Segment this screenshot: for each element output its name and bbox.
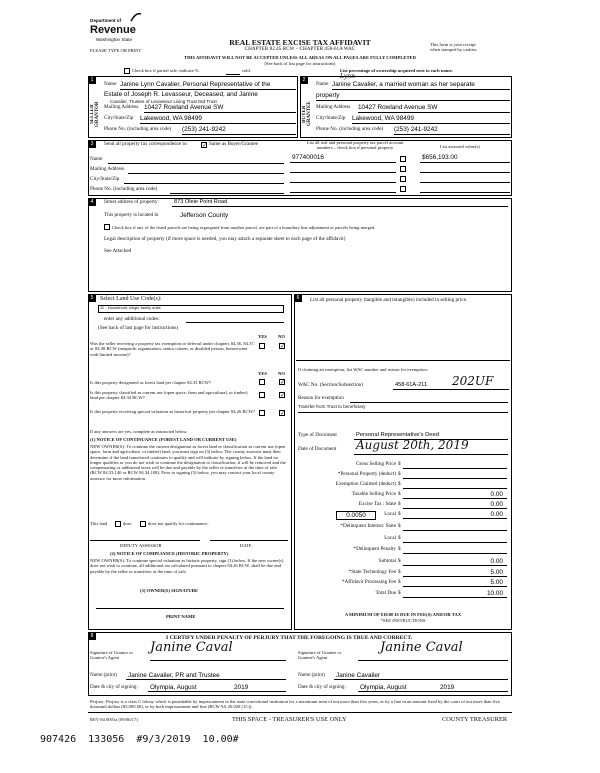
q2-no-checkbox[interactable]: ✓ (280, 379, 286, 386)
this-land-label: This land (90, 521, 108, 526)
tax-row-value[interactable]: 10.00 (487, 590, 503, 597)
seller-name-value[interactable]: Janine Lynn Cavalier, Personal Representative of the (120, 81, 271, 88)
tax-row-value[interactable]: 0.00 (490, 501, 503, 508)
buyer-name-handwritten: Lynn (340, 73, 355, 80)
dollar-sign: $ (398, 481, 401, 487)
segregated-label: Check box if any of the listed parcels are being segregated from another parcel, are part of a boundary line adjustment or parcels being merged. (112, 225, 376, 230)
county-label: This property is located in (104, 212, 159, 218)
seller-name-label: Name (104, 81, 117, 87)
parcels-head (290, 140, 420, 151)
seller-phone-value[interactable]: (253) 241-9242 (182, 126, 226, 133)
revenue-logo-swoosh (130, 12, 142, 22)
seller-name-value-3[interactable]: Cavalier, Trustee of Levasseur Living Trust Dtd Trust (110, 99, 217, 104)
same-as-buyer-label: Same as Buyer/Grantee (209, 141, 258, 147)
buyer-phone-label: Phone No. (including area code) (316, 126, 384, 132)
reason-label: Reason for exemption (298, 395, 344, 401)
tax-row-label: Taxable Selling Price (351, 491, 396, 497)
grantee-date-year[interactable]: 2019 (440, 684, 455, 691)
tax-corr-label: Send all property tax correspondence to: (104, 141, 188, 147)
grantee-name-value[interactable]: Janine Cavalier (336, 672, 381, 679)
no-header-1: NO (278, 334, 285, 339)
legal-description-label: Legal description of property (if more space is needed, you may attach a separate sheet to each page of the affidavit) (104, 236, 346, 242)
tax-corr-mailing-label: Mailing Address (90, 166, 125, 172)
tax-row-label: *Affidavit Processing Fee (341, 579, 396, 585)
dollar-sign: $ (398, 546, 401, 552)
dollar-sign: $ (398, 590, 401, 596)
tax-corr-city-label: City/State/Zip (90, 176, 120, 182)
parcel-account-number[interactable]: 977400016 (292, 154, 324, 161)
q2-yes-checkbox[interactable] (259, 379, 265, 385)
q4-no-checkbox[interactable]: ✓ (280, 410, 286, 417)
q1-label: Was the seller receiving a property tax exemption or deferral under chapters 84.36, 84.37, or 84.38 RCW (nonprofit organization, senior citizen, or disabled person, homeowner with limited income)? (90, 341, 255, 357)
tax-row-label: Local (384, 511, 396, 517)
tax-row-label: Total Due (375, 590, 396, 596)
does-label: does (123, 521, 132, 526)
notice2-title: (2) NOTICE OF COMPLIANCE (HISTORIC PROPERTY) (110, 551, 229, 556)
exemption-claim-label: If claiming an exemption, list WAC number and reason for exemption: (298, 367, 428, 372)
same-as-buyer-checkbox[interactable]: ✓ (202, 142, 208, 149)
parcel-assessed-value[interactable]: $656,193.00 (422, 154, 458, 161)
buyer-name-label: Name (316, 81, 329, 87)
receipt-note-2: when stamped by cashier. (430, 47, 478, 53)
land-use-code-value: 11 - Household, single family units (100, 305, 161, 310)
form-warning: THIS AFFIDAVIT WILL NOT BE ACCEPTED UNLESS ALL AREAS ON ALL PAGES ARE FULLY COMPLETED (184, 55, 416, 60)
seller-phone-label: Phone No. (including area code) (104, 126, 172, 132)
q4-label: Is this property receiving special valuation as historical property per chapter 84.26 RCW? (90, 409, 255, 414)
footer-rule (88, 712, 512, 713)
grantee-signature-label: Signature of Grantee or Grantee's Agent (298, 650, 342, 661)
land-use-label: Select Land Use Code(s): (100, 296, 162, 302)
section-1-badge: 1 (88, 76, 96, 84)
buyer-phone-value[interactable]: (253) 241-9242 (394, 126, 438, 133)
no-header-2: NO (278, 371, 285, 376)
local-rate-value: 0.0050 (346, 512, 366, 519)
see-instructions-note: *SEE INSTRUCTIONS (380, 618, 426, 623)
q3-yes-checkbox[interactable] (259, 392, 265, 398)
dollar-sign: $ (398, 569, 401, 575)
dollar-sign: $ (398, 523, 401, 529)
tax-row-label: Exemption Claimed (deduct) (335, 481, 396, 487)
section-4-badge: 4 (88, 198, 96, 206)
dollar-sign: $ (398, 511, 401, 517)
yes-header-1: YES (258, 334, 267, 339)
partial-sale-label: Check box if partial sale, indicate % (132, 68, 199, 73)
street-value[interactable]: 873 Oleie Point Road (174, 199, 228, 205)
section-8-badge: 8 (88, 632, 96, 640)
county-treasurer-label: COUNTY TREASURER (442, 716, 508, 723)
logo-line3: Washington State (96, 37, 133, 42)
personal-property-checkbox-1[interactable] (400, 156, 406, 162)
buyer-city-value[interactable]: Lakewood, WA 98499 (352, 115, 414, 122)
see-back: (See back of last page for instructions) (264, 61, 336, 66)
county-value[interactable]: Jefferson County (180, 212, 229, 219)
tax-corr-name-label: Name (90, 156, 103, 162)
does-not-checkbox[interactable] (140, 521, 146, 527)
perjury-notice: Perjury: Perjury is a class C felony which is punishable by imprisonment in the state correctional institution for a maximum term of not more than five years, or by a fine in an amount fixed by the court of not more than five thousand dollars ($5,000.00), or by both imprisonment and fine (RCW 9A.20.020 (1C)). (90, 699, 500, 710)
buyer-name-value[interactable]: Janine Cavalier, a married woman as her separate (332, 81, 475, 88)
seller-vertical-label: SELLER GRANTOR (90, 101, 100, 127)
notice1-body: NEW OWNER(S): To continue the current designation as forest land or classification as current use (open space, farm and agriculture, or timber) land, you must sign on (3) below. The county assessor must then determine if the land transferred continues to qualify and will indicate by signing below. If the land no longer qualifies or you do not wish to continue the designation or classification, it will be removed and the compensating or additional taxes will be due and payable by the seller or transferor at the time of sale. (RCW 84.33.140 or RCW 84.34.108). Prior to signing (3) below, you may contact your local county assessor for more information. (90, 444, 286, 481)
tax-row-label: *Delinquent Interest: State (340, 523, 396, 529)
grantor-signature-label: Signature of Grantor or Grantor's Agent (90, 650, 133, 661)
treasurer-use-label: THIS SPACE - TREASURER'S USE ONLY (232, 716, 347, 723)
partial-sale-checkbox[interactable] (124, 68, 130, 74)
grantor-date-value[interactable]: Olympia, August (150, 684, 197, 691)
tax-row-label: *Personal Property (deduct) (337, 471, 396, 477)
section-6-badge: 6 (294, 294, 302, 302)
grantor-name-label: Name (print) (90, 672, 117, 678)
grantor-signature[interactable]: Janine Caval (150, 640, 233, 655)
dollar-sign: $ (398, 579, 401, 585)
yes-header-2: YES (258, 371, 267, 376)
doc-date-value[interactable]: August 20th, 2019 (356, 438, 469, 452)
parcels-head-2: numbers – check box if personal property (316, 145, 394, 151)
notice2-body: NEW OWNER(S): To continue special valuation as historic property, sign (3) below. If the new owner(s) does not wish to continue, all additional tax calculated pursuant to chapter 84.26 RCW, shall be due and payable by the seller or transferor at the time of sale. (90, 558, 284, 574)
grantor-name-value[interactable]: Janine Cavalier, PR and Trustee (128, 672, 220, 679)
minimum-fee-note: A MINIMUM OF $10.00 IS DUE IN FEE(S) AND/OR TAX (344, 612, 462, 617)
reason-value[interactable]: Transfer from Trust to beneficiary (298, 404, 366, 409)
rev-number: REV 84 0001a (09/06/17) (90, 717, 138, 722)
wac-handwritten: 202UF (452, 374, 494, 388)
tax-row-label: Subtotal (378, 558, 396, 564)
grantee-date-label: Date & city of signing: (298, 684, 346, 690)
segregated-checkbox[interactable] (104, 224, 110, 230)
seller-mailing-value[interactable]: 10427 Rowland Avenue SW (144, 104, 224, 111)
if-yes-note: If any answers are yes, complete as instructed below. (90, 429, 188, 434)
land-use-see-back: (See back of last page for instructions) (98, 325, 179, 331)
seller-mailing-label: Mailing Address (104, 104, 139, 110)
seller-name-value-2[interactable]: Estate of Joseph R. Levasseur, Deceased, and Janine (104, 91, 258, 98)
dollar-sign: $ (398, 491, 401, 497)
doc-type-value[interactable]: Personal Representative's Deed (356, 432, 439, 438)
q3-label: Is this property classified as current use (open space, farm and agricultural, or timber) land per chapter 84.34 RCW? (90, 390, 248, 401)
buyer-mailing-label: Mailing Address (316, 104, 351, 110)
grantee-signature[interactable]: Janine Caval (380, 640, 463, 655)
tax-row-value[interactable]: 5.00 (490, 579, 503, 586)
cashier-stamp: 907426 133056 #9/3/2019 10.00# (40, 734, 239, 745)
parcels-head-1: List all real and personal property tax parcel account (306, 140, 404, 145)
grantee-name-label: Name (print) (298, 672, 325, 678)
logo (90, 12, 170, 46)
legal-description-value[interactable]: See Attached (104, 248, 132, 254)
buyer-city-label: City/State/Zip (316, 115, 346, 121)
buyer-name-value-2[interactable]: property (316, 92, 340, 99)
logo-line2: Revenue (90, 24, 136, 36)
receipt-note-1: This form is your receipt (430, 42, 476, 47)
q4-yes-checkbox[interactable] (259, 410, 265, 416)
grantee-date-value[interactable]: Olympia, August (360, 684, 407, 691)
dollar-sign: $ (398, 471, 401, 477)
grantor-date-label: Date & city of signing: (90, 684, 138, 690)
grantor-date-year[interactable]: 2019 (234, 684, 249, 691)
section-3-badge: 3 (88, 140, 96, 148)
logo-line1: Department of (90, 18, 122, 23)
tax-row-label: Gross Selling Price (355, 461, 396, 467)
does-checkbox[interactable] (115, 521, 121, 527)
wac-label: WAC No. (Section/Subsection) (298, 382, 363, 388)
seller-city-label: City/State/Zip (104, 115, 134, 121)
receipt-note (430, 42, 510, 53)
tax-row-value[interactable]: 0.00 (490, 491, 503, 498)
tax-corr-phone-label: Phone No. (including area code) (90, 186, 158, 192)
owner-signature-label: (3) OWNER(S) SIGNATURE (140, 588, 199, 593)
personal-property-label: List all personal property (tangible and intangible) included in selling price. (310, 297, 468, 303)
buyer-vertical-label: BUYER GRANTEE (302, 101, 312, 127)
personal-property-checkbox-3[interactable] (400, 176, 406, 182)
personal-property-checkbox-2[interactable] (400, 166, 406, 172)
notice1-title: (1) NOTICE OF CONTINUANCE (FOREST LAND OR CURRENT USE) (90, 437, 237, 442)
street-label: Street address of property: (104, 199, 159, 205)
q1-yes-checkbox[interactable] (259, 343, 265, 349)
dollar-sign: $ (398, 558, 401, 564)
assessor-date-label: DATE (240, 543, 252, 548)
wac-value[interactable]: 458-61A-211 (395, 382, 427, 388)
q1-no-checkbox[interactable]: ✓ (280, 343, 286, 350)
seller-city-value[interactable]: Lakewood, WA 98499 (140, 115, 202, 122)
partial-sale-sold: sold. (242, 68, 251, 73)
tax-row-label: Excise Tax : State (358, 501, 396, 507)
dollar-sign: $ (398, 501, 401, 507)
tax-row-value[interactable]: 0.00 (490, 558, 503, 565)
q3-no-checkbox[interactable]: ✓ (280, 392, 286, 399)
tax-row-value[interactable]: 5.00 (490, 569, 503, 576)
doc-type-label: Type of Document (298, 432, 337, 438)
tax-row-value[interactable]: 0.00 (490, 511, 503, 518)
q2-label: Is this property designated as forest land per chapter 84.33 RCW? (90, 380, 212, 385)
personal-property-checkbox-4[interactable] (400, 186, 406, 192)
section-2-badge: 2 (300, 76, 308, 84)
certify-statement: I CERTIFY UNDER PENALTY OF PERJURY THAT THE FOREGOING IS TRUE AND CORRECT. (166, 635, 413, 641)
deputy-assessor-label: DEPUTY ASSESSOR (120, 543, 162, 548)
form-title: REAL ESTATE EXCISE TAX AFFIDAVIT (229, 38, 371, 47)
buyer-mailing-value[interactable]: 10427 Rowland Avenue SW (358, 104, 438, 111)
doc-date-label: Date of Document (298, 446, 337, 452)
section-5-badge: 5 (88, 294, 96, 302)
additional-codes-label: enter any additional codes: (104, 316, 160, 322)
ownership-note: List percentage of ownership acquired next to each name. (340, 68, 453, 73)
dollar-sign: $ (398, 535, 401, 541)
tax-row-label: *State Technology Fee (348, 569, 396, 575)
tax-row-label: *Delinquent Penalty (353, 546, 396, 552)
please-type: PLEASE TYPE OR PRINT (90, 48, 142, 53)
parcels-assessed-head: List assessed value(s) (440, 144, 480, 149)
tax-row-label: Local (384, 535, 396, 541)
does-not-label: does not qualify for continuance. (148, 521, 209, 526)
print-name-label: PRINT NAME (166, 614, 196, 619)
form-subtitle: CHAPTER 82.45 RCW – CHAPTER 458-61A WAC (244, 46, 356, 52)
dollar-sign: $ (398, 461, 401, 467)
